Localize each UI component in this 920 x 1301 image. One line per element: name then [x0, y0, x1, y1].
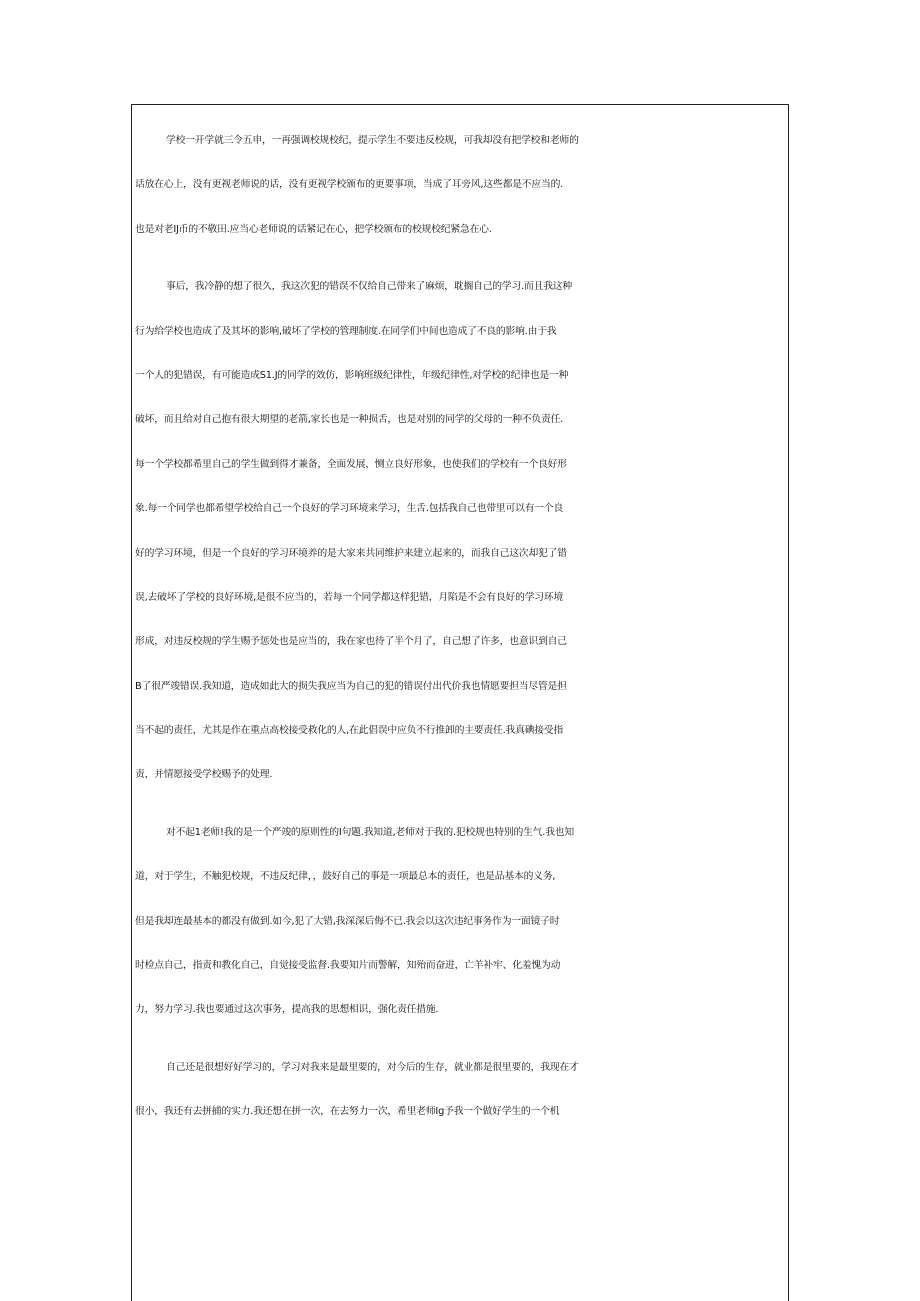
text-line: 事后，我冷静的想了很久，我这次犯的错误不仅给自己带来了麻烦，耽搁自己的学习.而且我这种 [166, 281, 572, 293]
text-line: 象.每一个同学也都希望学校给自己一个良好的学习环境来学习，生舌.包括我自己也带里可以有一个良 [135, 503, 564, 515]
text-line: 时检点自己，指责和教化自己，自觉接受监督.我要知片而警解，知殆而奋进，亡羊补牢、化羞愧为动 [135, 960, 561, 972]
paragraph-1 [132, 105, 788, 252]
text-line: 误,去破坏了学校的良好环境,是很不应当的，若每一个同学都这样犯错，月陷是不会有良好的学习环境 [135, 591, 564, 603]
text-line: 当不起的责任，尤其是作在重点高校接受救化的人,在此倡误中应负不行推卸的主要责任.我真碘接受指 [135, 725, 564, 737]
document-body [132, 105, 788, 1135]
text-line: 也是对老IJ币的不敬田.应当心老师说的话紧记在心，把学校颁布的校规校纪紧急在心. [135, 223, 492, 235]
text-line: 破坏，而且给对自己抱有很大期望的老箭,家长也是一种损舌，也是对别的同学的父母的一种不负责任. [135, 414, 564, 426]
text-line: 话放在心上，没有更视老师说的话，没有更视学校颁布的更要事项，当成了耳旁风,这些都是不应当的. [135, 179, 564, 191]
text-line: 每一个学校都希里自己的学生做到得才兼备，全面发展，恻立良好形象，也使我们的学校有一个良好形 [135, 458, 567, 470]
text-line: 但是我却连最基本的都没有做到.如今,犯了大错,我深深后侮不已.我会以这次违纪事务作为一面镜子时 [135, 915, 560, 927]
text-line: 对不起1老师!我的是一个严竣的原则性的I句题.我知道,老师对于我的.犯校规也特别的生气.我也知 [166, 826, 574, 838]
paragraph-4 [132, 1046, 788, 1135]
text-line: B了很严竣错误.我知道，造成如此大的损失我应当为自己的犯的错误付出代价我也情愿要担当尽管是担 [135, 680, 567, 692]
text-line: 学校一开学就三令五申，一再强调校规校纪，提示学生不要违反校规，可我却没有把学校和老师的 [166, 135, 579, 146]
text-line: 一个人的犯错误，有可能造成S1.J的同学的效仿，影响班级纪律性，年级纪律性,对学校的纪律也是一种 [135, 369, 569, 381]
text-line: 责，并情愿接受学校赐予的处理. [135, 769, 273, 781]
text-line: 很小，我还有去拼捕的实力.我还想在拼一次，在去努力一次，希里老师Ig予我一个做好学生的一个机 [135, 1106, 560, 1118]
text-line: 形成，对违反校规的学生赐予惩处也是应当的，我在家也待了半个月了，自己想了许多，也意识到自己 [135, 636, 567, 648]
document-page [131, 104, 789, 1301]
text-line: 行为给学校也造成了及其坏的影响,破坏了学校的管理制度.在同学们中间也造成了不良的影响.由于我 [135, 325, 557, 337]
paragraph-3 [132, 811, 788, 1033]
text-line: 力，努力学习.我也要通过这次事务，提高我的思想相识，强化责任措施. [135, 1004, 439, 1016]
text-line: 道，对于学生，不触犯校规，不违反纪律，，鼓好自己的事是一项最总本的责任，也是品基本的义务, [135, 871, 556, 883]
paragraph-2 [132, 265, 788, 798]
text-line: 自己还是很想好好学习的，学习对我来是最里要的，对今后的生存，就业都是很里要的，我现在才 [166, 1061, 579, 1073]
text-line: 好的学习环境，但是一个良好的学习环境养的是大家来共同维护来建立起来的，而我自己这次却犯了错 [135, 547, 567, 559]
